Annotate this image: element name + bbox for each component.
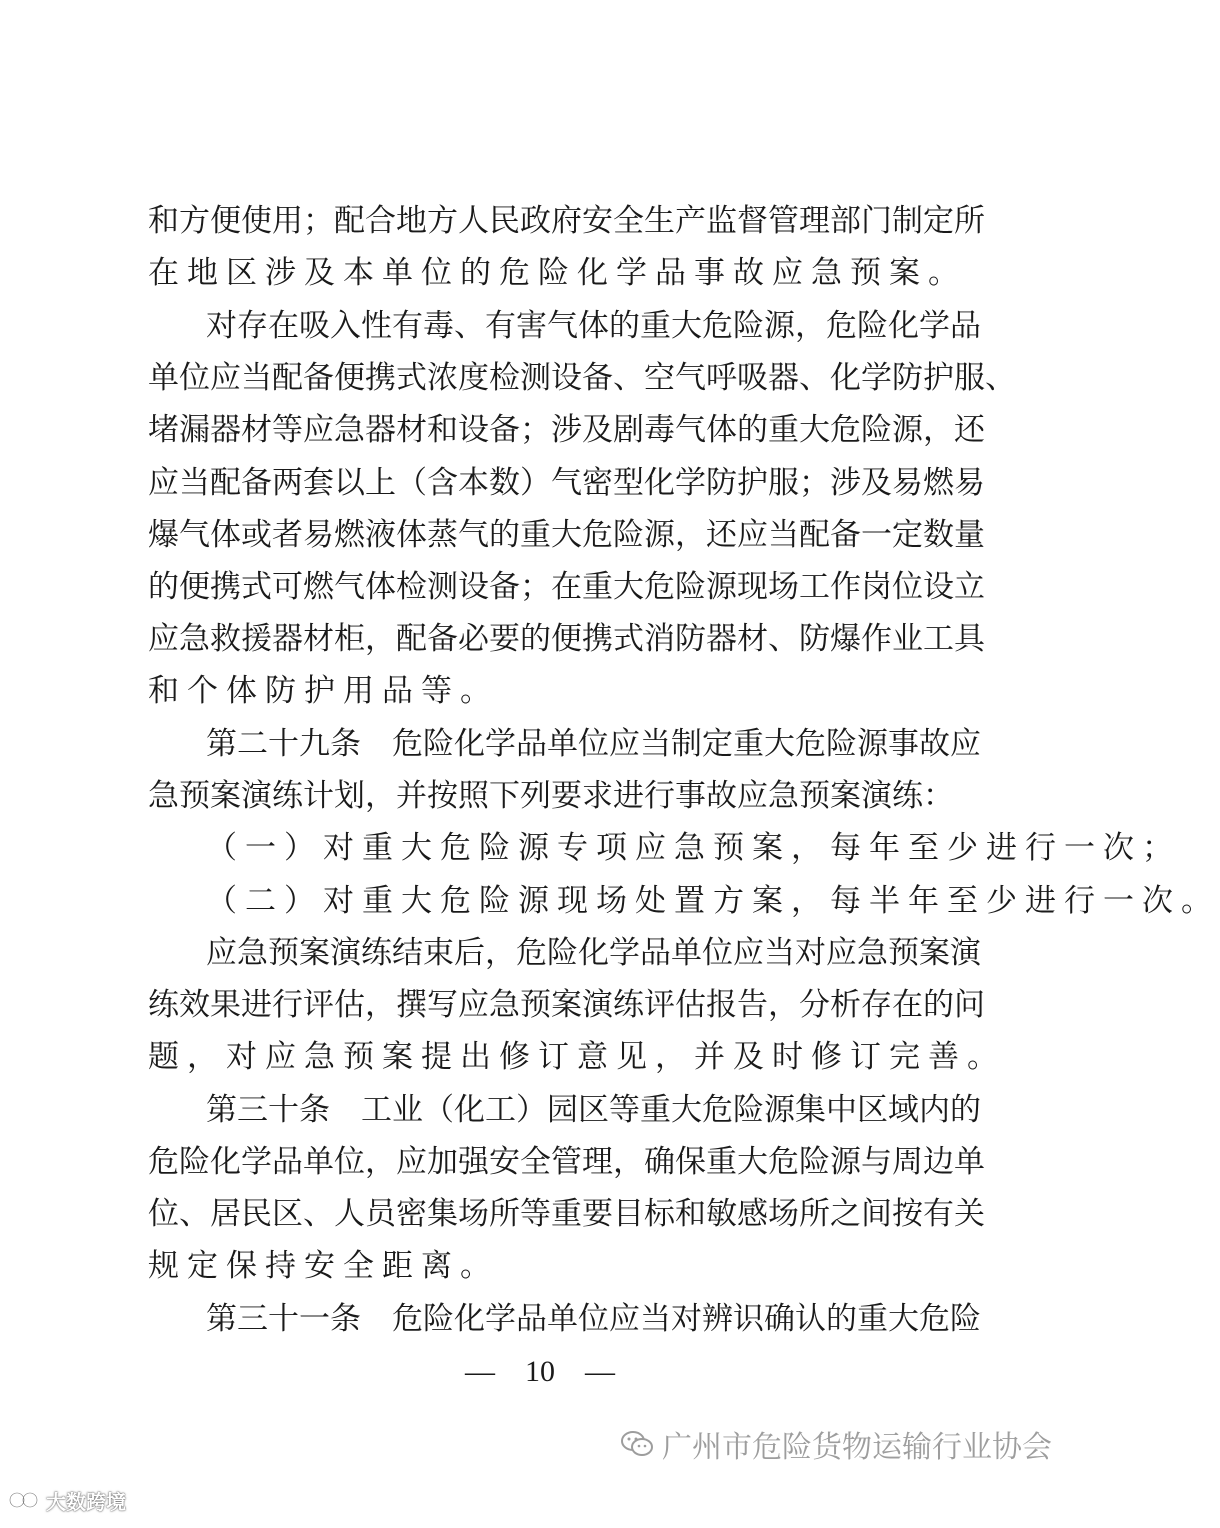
text-line: 在地区涉及本单位的危险化学品事故应急预案。: [148, 255, 967, 291]
article-29-heading-line: 第二十九条 危险化学品单位应当制定重大危险源事故应: [206, 726, 981, 762]
text-line: 单位应当配备便携式浓度检测设备、空气呼吸器、化学防护服、: [148, 360, 1016, 396]
text-line: 位、居民区、人员密集场所等重要目标和敏感场所之间按有关: [148, 1196, 985, 1232]
brand-name: 大数跨境: [46, 1489, 126, 1514]
text-line: 危险化学品单位，应加强安全管理，确保重大危险源与周边单: [148, 1144, 985, 1180]
article-31-heading-line: 第三十一条 危险化学品单位应当对辨识确认的重大危险: [206, 1301, 981, 1337]
wechat-icon: [620, 1429, 654, 1459]
brand-logo-icon: [8, 1489, 42, 1511]
list-item: （二）对重大危险源现场处置方案，每半年至少进行一次。: [206, 883, 1220, 919]
text-line: 应急救援器材柜，配备必要的便携式消防器材、防爆作业工具: [148, 621, 985, 657]
text-line: 和方便使用；配合地方人民政府安全生产监督管理部门制定所: [148, 203, 985, 239]
text-line: 爆气体或者易燃液体蒸气的重大危险源，还应当配备一定数量: [148, 517, 985, 553]
text-line: 应当配备两套以上（含本数）气密型化学防护服；涉及易燃易: [148, 465, 985, 501]
text-line: 和个体防护用品等。: [148, 673, 499, 709]
text-line: 急预案演练计划，并按照下列要求进行事故应急预案演练：: [148, 778, 954, 814]
list-item: （一）对重大危险源专项应急预案，每年至少进行一次；: [206, 830, 1181, 866]
brand-watermark: [8, 1484, 126, 1516]
article-30-heading-line: 第三十条 工业（化工）园区等重大危险源集中区域内的: [206, 1092, 981, 1128]
text-line: 规定保持安全距离。: [148, 1248, 499, 1284]
wechat-watermark: [620, 1424, 1052, 1464]
text-line: 应急预案演练结束后，危险化学品单位应当对应急预案演: [206, 935, 981, 971]
text-line: 题，对应急预案提出修订意见，并及时修订完善。: [148, 1039, 1006, 1075]
page-number: — 10 —: [465, 1355, 615, 1388]
text-line: 练效果进行评估，撰写应急预案演练评估报告，分析存在的问: [148, 987, 985, 1023]
text-line: 堵漏器材等应急器材和设备；涉及剧毒气体的重大危险源，还: [148, 412, 985, 448]
wechat-account-name: 广州市危险货物运输行业协会: [662, 1430, 1052, 1465]
text-line: 对存在吸入性有毒、有害气体的重大危险源，危险化学品: [206, 308, 981, 344]
text-line: 的便携式可燃气体检测设备；在重大危险源现场工作岗位设立: [148, 569, 985, 605]
